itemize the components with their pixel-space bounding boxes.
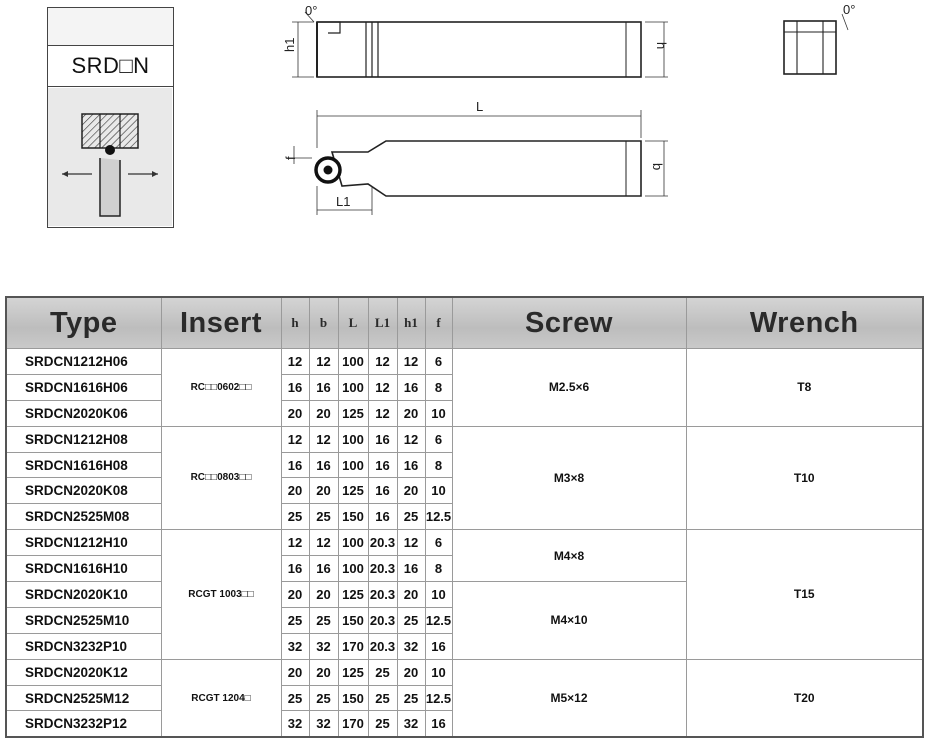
header-type: Type	[6, 297, 161, 349]
insert-cell: RC□□0803□□	[161, 426, 281, 530]
L1-cell: 16	[368, 426, 397, 452]
tool-dimension-drawing	[0, 0, 926, 240]
b-cell: 16	[309, 452, 338, 478]
L1-cell: 16	[368, 452, 397, 478]
side-angle-label: 0°	[843, 2, 856, 17]
header-L: L	[338, 297, 368, 349]
L1-cell: 20.3	[368, 530, 397, 556]
table-row	[6, 530, 923, 556]
f-cell: 6	[425, 530, 452, 556]
h1-cell: 16	[397, 452, 425, 478]
b-cell: 12	[309, 349, 338, 375]
L1-cell: 20.3	[368, 582, 397, 608]
table-row	[6, 426, 923, 452]
L1-cell: 12	[368, 400, 397, 426]
h1-cell: 12	[397, 530, 425, 556]
f-cell: 8	[425, 452, 452, 478]
f-cell: 16	[425, 711, 452, 737]
h-cell: 20	[281, 400, 309, 426]
b-cell: 20	[309, 582, 338, 608]
h-cell: 12	[281, 530, 309, 556]
h1-cell: 16	[397, 556, 425, 582]
f-cell: 6	[425, 426, 452, 452]
L-cell: 150	[338, 685, 368, 711]
L-cell: 150	[338, 607, 368, 633]
L1-cell: 16	[368, 504, 397, 530]
type-code-label: SRD□N	[48, 46, 173, 87]
h1-cell: 20	[397, 659, 425, 685]
header-screw: Screw	[452, 297, 686, 349]
L1-dim-label: L1	[336, 194, 351, 209]
type-cell: SRDCN1212H08	[6, 426, 161, 452]
header-L1: L1	[368, 297, 397, 349]
type-cell: SRDCN1212H06	[6, 349, 161, 375]
header-row	[6, 297, 923, 349]
table-row	[6, 349, 923, 375]
b-cell: 20	[309, 659, 338, 685]
h1-cell: 12	[397, 349, 425, 375]
h-cell: 12	[281, 349, 309, 375]
L-cell: 100	[338, 374, 368, 400]
h-cell: 20	[281, 659, 309, 685]
h1-cell: 32	[397, 711, 425, 737]
L-cell: 150	[338, 504, 368, 530]
insert-cell: RC□□0602□□	[161, 349, 281, 427]
L-cell: 125	[338, 582, 368, 608]
b-cell: 32	[309, 633, 338, 659]
header-insert: Insert	[161, 297, 281, 349]
b-cell: 25	[309, 607, 338, 633]
L-cell: 170	[338, 633, 368, 659]
wrench-cell: T10	[686, 426, 923, 530]
b-cell: 25	[309, 504, 338, 530]
top-angle-label: 0°	[305, 3, 318, 18]
h-dim-label: h	[654, 42, 669, 50]
b-dim-label: b	[650, 163, 665, 171]
h-cell: 32	[281, 711, 309, 737]
h1-dim-label: h1	[282, 37, 297, 52]
h-cell: 12	[281, 426, 309, 452]
L1-cell: 20.3	[368, 607, 397, 633]
L-cell: 100	[338, 349, 368, 375]
header-h1: h1	[397, 297, 425, 349]
type-cell: SRDCN3232P10	[6, 633, 161, 659]
L1-cell: 20.3	[368, 633, 397, 659]
insert-cell: RCGT 1204□	[161, 659, 281, 737]
L1-cell: 12	[368, 349, 397, 375]
type-cell: SRDCN2525M12	[6, 685, 161, 711]
f-cell: 12.5	[425, 504, 452, 530]
screw-cell: M4×10	[452, 582, 686, 660]
insert-cell: RCGT 1003□□	[161, 530, 281, 659]
f-cell: 16	[425, 633, 452, 659]
f-cell: 10	[425, 659, 452, 685]
L1-cell: 25	[368, 711, 397, 737]
L1-cell: 25	[368, 659, 397, 685]
L-cell: 170	[338, 711, 368, 737]
h-cell: 16	[281, 452, 309, 478]
L1-cell: 16	[368, 478, 397, 504]
side-view	[292, 12, 668, 77]
type-cell: SRDCN1616H10	[6, 556, 161, 582]
screw-cell: M3×8	[452, 426, 686, 530]
type-cell: SRDCN1212H10	[6, 530, 161, 556]
wrench-cell: T8	[686, 349, 923, 427]
h1-cell: 20	[397, 582, 425, 608]
b-cell: 32	[309, 711, 338, 737]
header-h: h	[281, 297, 309, 349]
table-row	[6, 659, 923, 685]
type-cell: SRDCN2525M10	[6, 607, 161, 633]
h1-cell: 20	[397, 478, 425, 504]
h-cell: 25	[281, 607, 309, 633]
h-cell: 25	[281, 504, 309, 530]
type-cell: SRDCN1616H08	[6, 452, 161, 478]
f-cell: 8	[425, 556, 452, 582]
spec-table	[5, 296, 924, 738]
screw-cell: M4×8	[452, 530, 686, 582]
header-f: f	[425, 297, 452, 349]
h-cell: 16	[281, 374, 309, 400]
h1-cell: 12	[397, 426, 425, 452]
h-cell: 32	[281, 633, 309, 659]
h-cell: 25	[281, 685, 309, 711]
L-cell: 100	[338, 530, 368, 556]
L-cell: 125	[338, 659, 368, 685]
b-cell: 16	[309, 556, 338, 582]
L-cell: 125	[338, 478, 368, 504]
b-cell: 16	[309, 374, 338, 400]
h1-cell: 25	[397, 607, 425, 633]
L1-cell: 25	[368, 685, 397, 711]
f-dim-label: f	[283, 156, 298, 160]
wrench-cell: T15	[686, 530, 923, 659]
type-cell: SRDCN2020K10	[6, 582, 161, 608]
b-cell: 25	[309, 685, 338, 711]
type-cell: SRDCN1616H06	[6, 374, 161, 400]
b-cell: 20	[309, 478, 338, 504]
L1-cell: 12	[368, 374, 397, 400]
f-cell: 10	[425, 478, 452, 504]
screw-cell: M5×12	[452, 659, 686, 737]
f-cell: 10	[425, 400, 452, 426]
h1-cell: 32	[397, 633, 425, 659]
wrench-cell: T20	[686, 659, 923, 737]
L1-cell: 20.3	[368, 556, 397, 582]
type-cell: SRDCN2525M08	[6, 504, 161, 530]
b-cell: 12	[309, 530, 338, 556]
L-dim-label: L	[476, 99, 484, 114]
f-cell: 8	[425, 374, 452, 400]
h1-cell: 25	[397, 504, 425, 530]
f-cell: 6	[425, 349, 452, 375]
header-b: b	[309, 297, 338, 349]
f-cell: 12.5	[425, 607, 452, 633]
f-cell: 12.5	[425, 685, 452, 711]
h1-cell: 16	[397, 374, 425, 400]
type-cell: SRDCN2020K12	[6, 659, 161, 685]
type-cell: SRDCN3232P12	[6, 711, 161, 737]
L-cell: 100	[338, 426, 368, 452]
h1-cell: 25	[397, 685, 425, 711]
h1-cell: 20	[397, 400, 425, 426]
L-cell: 125	[338, 400, 368, 426]
L-cell: 100	[338, 556, 368, 582]
f-cell: 10	[425, 582, 452, 608]
b-cell: 20	[309, 400, 338, 426]
header-wrench: Wrench	[686, 297, 923, 349]
L-cell: 100	[338, 452, 368, 478]
b-cell: 12	[309, 426, 338, 452]
h-cell: 16	[281, 556, 309, 582]
h-cell: 20	[281, 478, 309, 504]
type-cell: SRDCN2020K08	[6, 478, 161, 504]
screw-cell: M2.5×6	[452, 349, 686, 427]
type-cell: SRDCN2020K06	[6, 400, 161, 426]
h-cell: 20	[281, 582, 309, 608]
end-view	[784, 14, 848, 74]
